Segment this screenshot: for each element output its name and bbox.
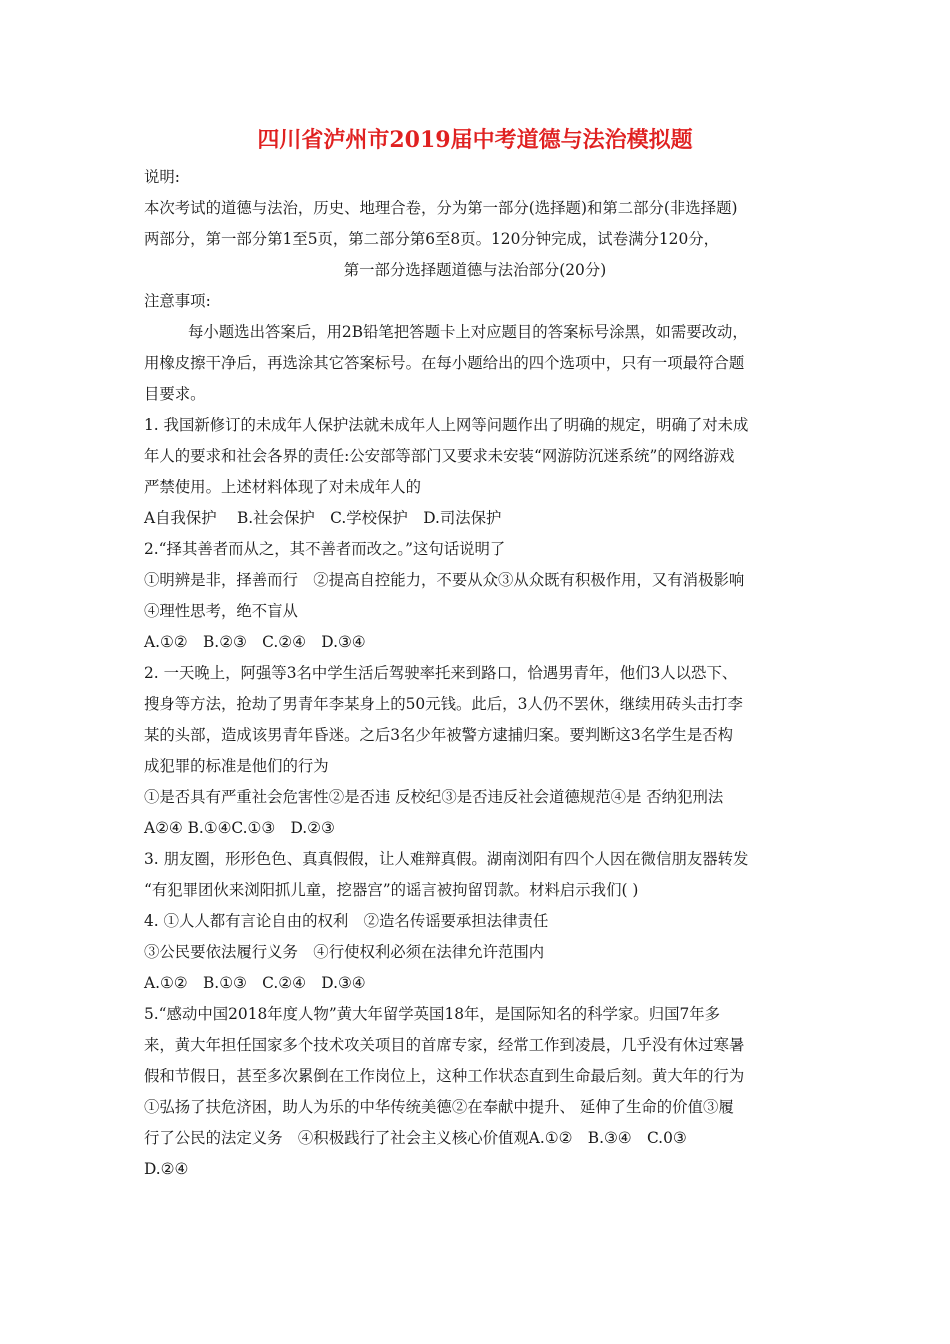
question-3-line-2: “有犯罪团伙来浏阳抓儿童，挖器宫”的谣言被拘留罚款。材料启示我们( ) xyxy=(144,881,639,899)
question-5-line-5: 行了公民的法定义务 ④积极践行了社会主义核心价值观A.①② B.③④ C.0③ xyxy=(144,1129,687,1147)
question-2-items-line-2: ④理性思考，绝不盲从 xyxy=(144,602,298,620)
exam-page xyxy=(144,124,806,1185)
instructions-heading: 说明: xyxy=(144,168,180,186)
question-1-line-3: 严禁使用。上述材料体现了对未成年人的 xyxy=(144,478,422,496)
instructions-text-line-2: 两部分，第一部分第1至5页，第二部分第6至8页。120分钟完成，试卷满分120分， xyxy=(144,230,720,248)
notes-text-line-3: 目要求。 xyxy=(144,385,206,403)
question-1-options: A自我保护 B.社会保护 C.学校保护 D.司法保护 xyxy=(144,509,502,527)
question-1-line-2: 年人的要求和社会各界的责任:公安部等部门又要求未安装“网游防沉迷系统”的网络游戏 xyxy=(144,447,735,465)
notes-text-line-2: 用橡皮擦干净后，再选涂其它答案标号。在每小题给出的四个选项中，只有一项最符合题 xyxy=(144,354,745,372)
question-2b-items: ①是否具有严重社会危害性②是否违 反校纪③是否违反社会道德规范④是 否纳犯刑法 xyxy=(144,788,724,806)
question-2-stem: 2.“择其善者而从之，其不善者而改之。”这句话说明了 xyxy=(144,540,506,558)
question-2-items-line-1: ①明辨是非，择善而行 ②提高自控能力，不要从众③从众既有积极作用，又有消极影响 xyxy=(144,571,745,589)
question-5-line-6: D.②④ xyxy=(144,1160,189,1178)
question-4-items-line-1: 4. ①人人都有言论自由的权利 ②造名传谣要承担法律责任 xyxy=(144,912,549,930)
question-2b-line-3: 某的头部，造成该男青年昏迷。之后3名少年被警方逮捕归案。要判断这3名学生是否构 xyxy=(144,726,734,744)
question-4-options: A.①② B.①③ C.②④ D.③④ xyxy=(144,974,366,992)
question-4-items-line-2: ③公民要依法履行义务 ④行使权利必须在法律允许范围内 xyxy=(144,943,545,961)
instructions-text-line-1: 本次考试的道德与法治，历史、地理合卷，分为第一部分(选择题)和第二部分(非选择题) xyxy=(144,199,738,217)
question-2b-options: A②④ B.①④C.①③ D.②③ xyxy=(144,819,335,837)
question-2b-line-4: 成犯罪的标准是他们的行为 xyxy=(144,757,329,775)
question-2b-line-1: 2. 一天晚上，阿强等3名中学生活后驾驶率托来到路口，恰遇男青年，他们3人以恐下、 xyxy=(144,664,738,682)
question-5-line-1: 5.“感动中国2018年度人物”黄大年留学英国18年，是国际知名的科学家。归国7年多 xyxy=(144,1005,721,1023)
question-5-line-2: 来，黄大年担任国家多个技术攻关项目的首席专家，经常工作到凌晨，几乎没有休过寒暑 xyxy=(144,1036,745,1054)
notes-text-line-1: 每小题选出答案后，用2B铅笔把答题卡上对应题目的答案标号涂黑，如需要改动， xyxy=(188,323,748,341)
question-3-line-1: 3. 朋友圈，形形色色、真真假假，让人难辩真假。湖南浏阳有四个人因在微信朋友器转发 xyxy=(144,850,749,868)
section-heading: 第一部分选择题道德与法治部分(20分) xyxy=(343,261,607,279)
page-title: 四川省泸州市2019届中考道德与法治模拟题 xyxy=(257,127,693,153)
question-5-line-3: 假和节假日，甚至多次累倒在工作岗位上，这种工作状态直到生命最后刻。黄大年的行为 xyxy=(144,1067,745,1085)
question-5-line-4: ①弘扬了扶危济困，助人为乐的中华传统美德②在奉献中提升、 延伸了生命的价值③履 xyxy=(144,1098,734,1116)
notes-heading: 注意事项: xyxy=(144,292,211,310)
question-2b-line-2: 搜身等方法，抢劫了男青年李某身上的50元钱。此后，3人仍不罢休，继续用砖头击打李 xyxy=(144,695,743,713)
question-1-line-1: 1. 我国新修订的未成年人保护法就未成年人上网等问题作出了明确的规定，明确了对未成 xyxy=(144,416,749,434)
question-2-options: A.①② B.②③ C.②④ D.③④ xyxy=(144,633,366,651)
